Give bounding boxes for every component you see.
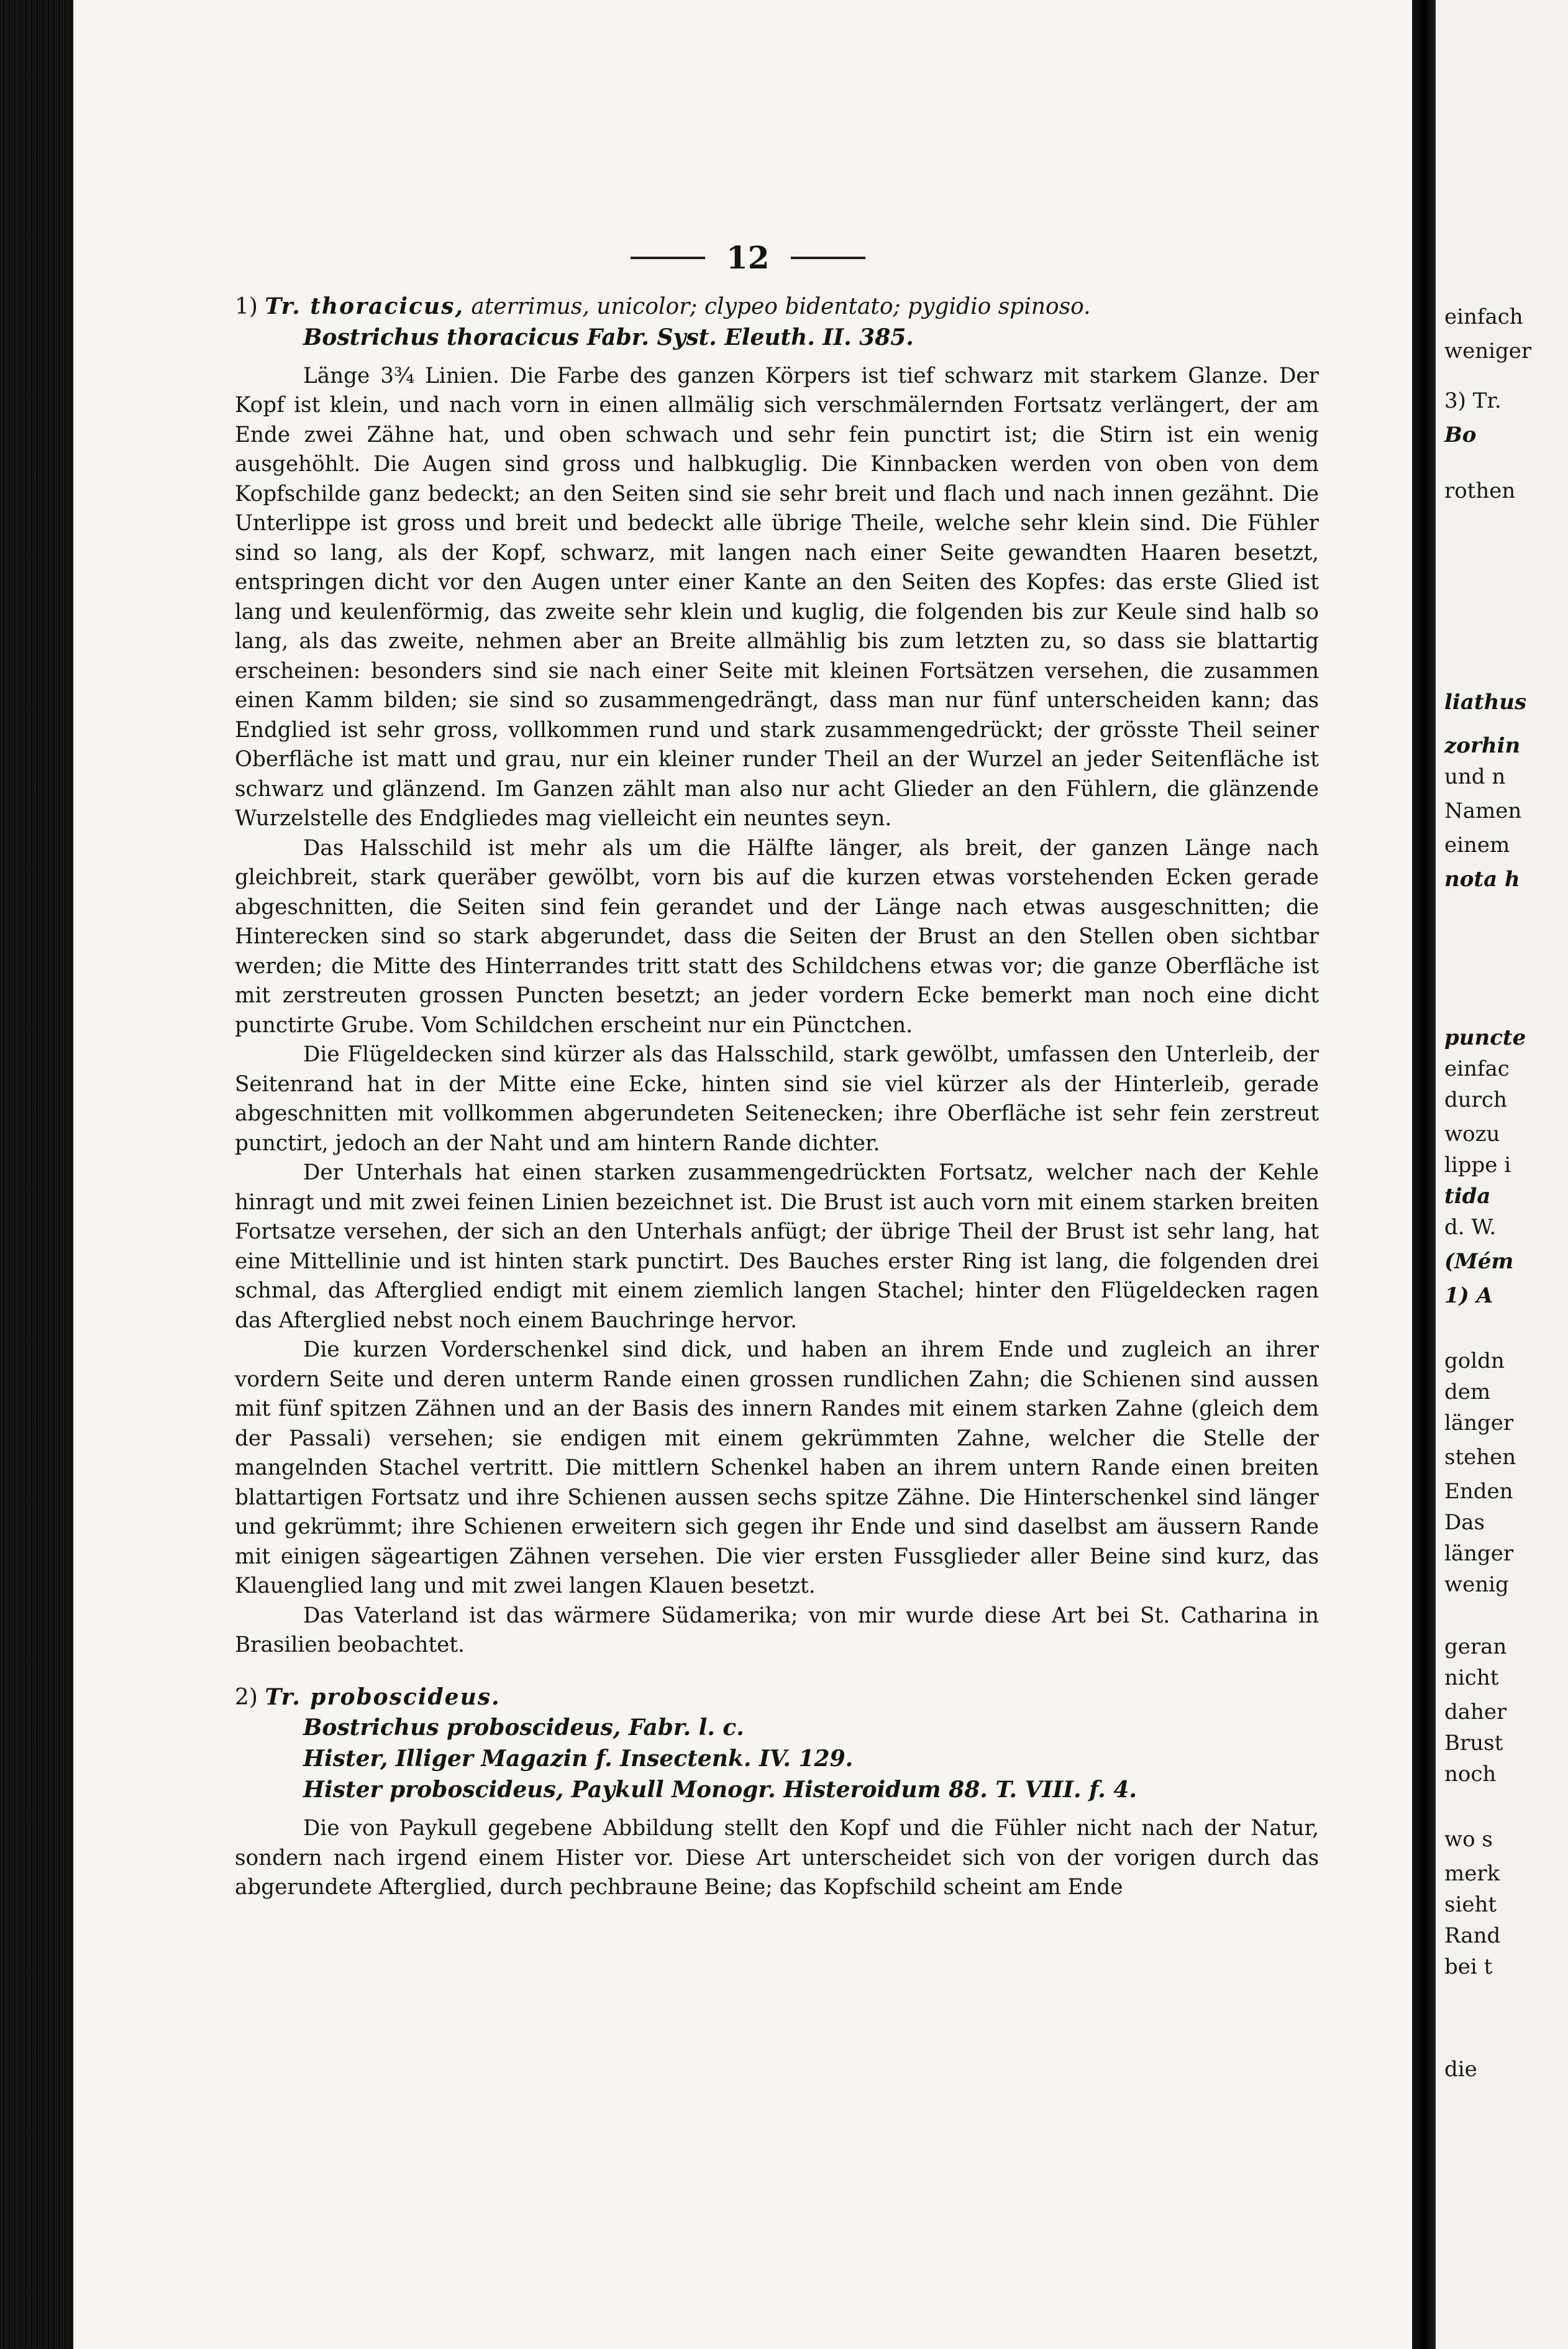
description-paragraph: Die Flügeldecken sind kürzer als das Halsschild, stark gewölbt, umfassen den Unterleib, der Seitenrand hat in der Mitte eine Ecke, hinten sind sie viel kürzer als der Hinterleib, gerade abgeschnitten mit vollkommen abgerundeten Seitenecken; ihre Oberfläche ist sehr fein zerstreut punctirt, jedoch an der Naht und am hintern Rande dichter. [235,1042,1319,1156]
facing-page-fragment: lippe i [1444,1153,1511,1178]
facing-page-fragment: stehen [1444,1445,1516,1470]
facing-page-fragment: einfach [1444,304,1523,329]
facing-page-fragment: länger [1444,1541,1514,1566]
entry-heading [235,1683,1319,1713]
facing-page-fragment: und n [1444,764,1506,789]
description-paragraph: Die kurzen Vorderschenkel sind dick, und haben an ihrem Ende und zugleich an ihrer vordern Seite und deren unterm Rande einen grossen rundlichen Zahn; die Schienen sind aussen mit fünf spitzen Zähnen und an der Basis des innern Randes mit einem starken Zahne (gleich dem der Passali) versehen; sie endigen mit einem gekrümmten Zahne, welcher die Stelle der mangelnden Stachel vertritt. Die mittlern Schenkel haben an ihrem untern Rande einen breiten blattartigen Fortsatz und ihre Schienen aussen sechs spitze Zähne. Die Hinterschenkel sind länger und gekrümmt; ihre Schienen erweitern sich gegen ihr Ende und sind daselbst am äussern Rande mit einigen sägeartigen Zähnen versehen. Die vier ersten Fussglieder aller Beine sind kurz, das Klauenglied lang und mit zwei langen Klauen besetzt. [235,1337,1319,1598]
facing-page-fragment: wenig [1444,1572,1509,1597]
facing-page-fragment: die [1444,2057,1477,2082]
facing-page-fragment: daher [1444,1700,1507,1724]
facing-page-fragment: dem [1444,1380,1491,1404]
description-paragraph: Der Unterhals hat einen starken zusammengedrückten Fortsatz, welcher nach der Kehle hinragt und mit zwei feinen Linien bezeichnet ist. Die Brust ist auch vorn mit einem starken breiten Fortsatze versehen, der sich an den Unterhals anfügt; der übrige Theil der Brust ist sehr lang, hat eine Mittellinie und ist hinten stark punctirt. Des Bauches erster Ring ist lang, die folgenden drei schmal, das Afterglied endigt mit einem ziemlich langen Stachel; hinter den Flügeldecken ragen das Afterglied nebst noch einem Bauchringe hervor. [235,1160,1319,1333]
page-body [235,292,1319,1903]
facing-page-fragment: Rand [1444,1923,1501,1948]
facing-page-fragment: d. W. [1444,1215,1497,1240]
page-number: 12 [726,239,770,276]
facing-page-fragment: goldn [1444,1348,1505,1373]
description-paragraph: Länge 3¾ Linien. Die Farbe des ganzen Körpers ist tief schwarz mit starkem Glanze. Der Kopf ist klein, und nach vorn in einen allmälig sich verschmälernden Fortsatz verlängert, der am Ende zwei Zähne hat, und oben schwach und sehr fein punctirt ist; die Stirn ist ein wenig ausgehöhlt. Die Augen sind gross und halbkuglig. Die Kinnbacken werden von oben von dem Kopfschilde ganz bedeckt; an den Seiten sind sie sehr breit und flach und nach innen gezähnt. Die Unterlippe ist gross und breit und bedeckt alle übrige Theile, welche sehr klein sind. Die Fühler sind so lang, als der Kopf, schwarz, mit langen nach einer Seite gewandten Haaren besetzt, entspringen dicht vor den Augen unter einer Kante an den Seiten des Kopfes: das erste Glied ist lang und keulenförmig, das zweite sehr klein und kuglig, die folgenden bis zur Keule sind halb so lang, als das zweite, nehmen aber an Breite allmählig bis zum letzten zu, so dass sie blattartig erscheinen: besonders sind sie nach einer Seite mit kleinen Fortsätzen versehen, die zusammen einen Kamm bilden; sie sind so zusammengedrängt, dass man nur fünf unterscheiden kann; das Endglied ist sehr gross, vollkommen rund und stark zusammengedrückt; der grösste Theil seiner Oberfläche ist matt und grau, nur ein kleiner runder Theil an der Wurzel an jeder Seitenfläche ist schwarz und glänzend. Im Ganzen zählt man also nur acht Glieder an den Fühlern, die glänzende Wurzelstelle des Endgliedes mag vielleicht ein neuntes seyn. [235,363,1319,831]
facing-page-fragment: tida [1444,1184,1491,1209]
facing-page-fragment: geran [1444,1634,1507,1659]
page-header [631,239,865,276]
description-paragraph: Das Halsschild ist mehr als um die Hälfte länger, als breit, der ganzen Länge nach gleichbreit, stark queräber gewölbt, vorn bis auf die kurzen etwas vorstehenden Ecken gerade abgeschnitten, die Seiten sind fein gerandet und der Länge nach etwas ausgeschnitten; die Hinterecken sind so stark abgerundet, dass die Seiten der Brust an den Stellen oben sichtbar werden; die Mitte des Hinterrandes tritt statt des Schildchens etwas vor; die ganze Oberfläche ist mit zerstreuten grossen Puncten besetzt; an jeder vordern Ecke bemerkt man noch eine dicht punctirte Grube. Vom Schildchen erscheint nur ein Pünctchen. [235,835,1319,1038]
facing-page-fragment: durch [1444,1088,1507,1112]
description-paragraph: Das Vaterland ist das wärmere Südamerika; von mir wurde diese Art bei St. Catharina in Brasilien beobachtet. [235,1603,1319,1657]
facing-page-fragment: Das [1444,1510,1485,1535]
facing-page-fragment: Brust [1444,1731,1503,1756]
synonym-line: Bostrichus thoracicus Fabr. Syst. Eleuth. II. 385. [303,324,914,350]
species-name: Tr. proboscideus. [265,1683,501,1710]
entry-number: 1) [235,294,258,319]
book-gutter [1412,0,1436,2349]
facing-page-fragment: liathus [1444,690,1527,715]
facing-page-fragment: sieht [1444,1892,1497,1917]
facing-page-fragment: noch [1444,1762,1497,1787]
entry-number: 2) [235,1684,258,1710]
description-paragraph: Die von Paykull gegebene Abbildung stellt den Kopf und die Fühler nicht nach der Natur, sondern nach irgend einem Hister vor. Diese Art unterscheidet sich von der vorigen durch das abgerundete Afterglied, durch pechbraune Beine; das Kopfschild scheint am Ende [235,1816,1319,1900]
facing-page-fragment: weniger [1444,339,1532,364]
header-rule-left [631,257,705,259]
facing-page-fragment: wo s [1444,1827,1493,1852]
facing-page-fragment: einfac [1444,1056,1510,1081]
facing-page-fragment: einem [1444,833,1510,858]
facing-page-fragment: Enden [1444,1479,1513,1504]
facing-page-fragment: Namen [1444,799,1522,823]
facing-page-fragment: nota h [1444,867,1520,892]
synonym-line: Hister proboscideus, Paykull Monogr. Histeroidum 88. T. VIII. f. 4. [303,1777,1137,1803]
header-rule-right [791,257,865,259]
facing-page-fragment: bei t [1444,1954,1493,1979]
facing-page-fragment: merk [1444,1861,1500,1886]
synonym-line: Hister, Illiger Magazin f. Insectenk. IV. 129. [303,1746,854,1772]
facing-page-fragment: (Mém [1444,1249,1514,1274]
facing-page-fragment: länger [1444,1411,1514,1436]
synonym-line: Bostrichus proboscideus, Fabr. l. c. [303,1715,744,1741]
facing-page-fragment: wozu [1444,1122,1500,1147]
species-name: Tr. thoracicus, [265,293,464,319]
facing-page-fragment: puncte [1444,1025,1526,1050]
facing-page-fragment: 1) A [1444,1283,1493,1308]
facing-page-fragment: Bo [1444,423,1477,447]
facing-page-fragment: rothen [1444,478,1516,503]
facing-page-edge [1436,0,1568,2349]
entry-heading [235,292,1319,322]
species-diagnosis: aterrimus, unicolor; clypeo bidentato; pygidio spinoso. [471,294,1091,319]
facing-page-fragment: 3) Tr. [1444,388,1502,413]
facing-page-fragment: zorhin [1444,733,1521,758]
facing-page-fragment: nicht [1444,1665,1499,1690]
